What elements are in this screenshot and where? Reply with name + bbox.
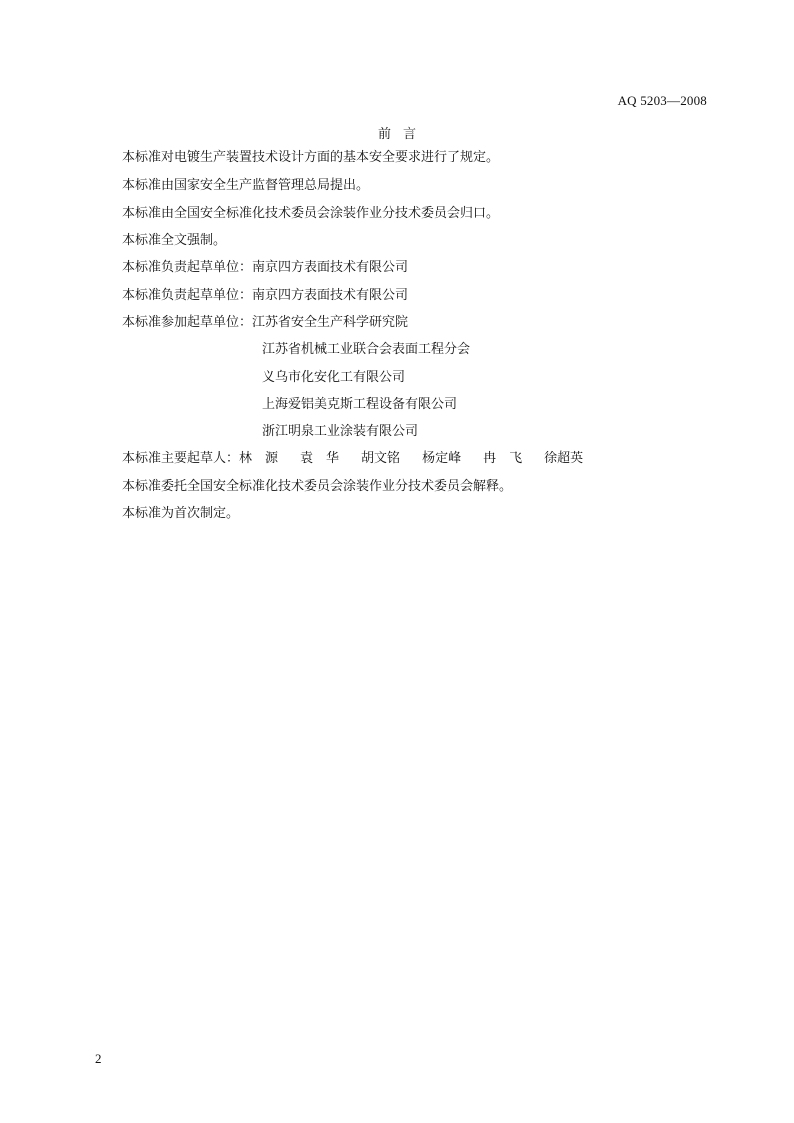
- participating-org-2: 江苏省机械工业联合会表面工程分会: [262, 342, 471, 357]
- page-number: 2: [95, 1051, 102, 1066]
- paragraph-proposer: 本标准由国家安全生产监督管理总局提出。: [122, 178, 370, 193]
- drafter-name: 冉 飞: [483, 451, 523, 466]
- paragraph-drafting-unit-2: 本标准负责起草单位：南京四方表面技术有限公司: [122, 288, 409, 303]
- paragraph-mandatory: 本标准全文强制。: [122, 233, 227, 248]
- page-title: [0, 123, 794, 142]
- drafter-name: 林 源: [239, 451, 279, 466]
- title-char-1: 前: [377, 127, 391, 142]
- paragraph-first-edition: 本标准为首次制定。: [122, 506, 240, 521]
- participating-org-3: 义乌市化安化工有限公司: [262, 370, 406, 385]
- drafter-name: 杨定峰: [422, 451, 462, 466]
- drafter-name: 徐超英: [544, 451, 584, 466]
- paragraph-interpretation: 本标准委托全国安全标准化技术委员会涂装作业分技术委员会解释。: [122, 479, 513, 494]
- paragraph-drafters: [122, 451, 583, 467]
- title-char-2: 言: [403, 127, 417, 142]
- drafter-name: 袁 华: [300, 451, 340, 466]
- paragraph-participating-unit: 本标准参加起草单位：江苏省安全生产科学研究院: [122, 315, 409, 330]
- participating-org-4: 上海爱铝美克斯工程设备有限公司: [262, 397, 458, 412]
- paragraph-drafting-unit-1: 本标准负责起草单位：南京四方表面技术有限公司: [122, 260, 409, 275]
- drafter-name: 胡文铭: [361, 451, 401, 466]
- paragraph-administrator: 本标准由全国安全标准化技术委员会涂装作业分技术委员会归口。: [122, 206, 500, 221]
- drafters-prefix: 本标准主要起草人：: [122, 451, 240, 466]
- paragraph-scope: 本标准对电镀生产装置技术设计方面的基本安全要求进行了规定。: [122, 150, 500, 165]
- participating-org-5: 浙江明泉工业涂装有限公司: [262, 424, 419, 439]
- standard-code: AQ 5203—2008: [617, 93, 707, 108]
